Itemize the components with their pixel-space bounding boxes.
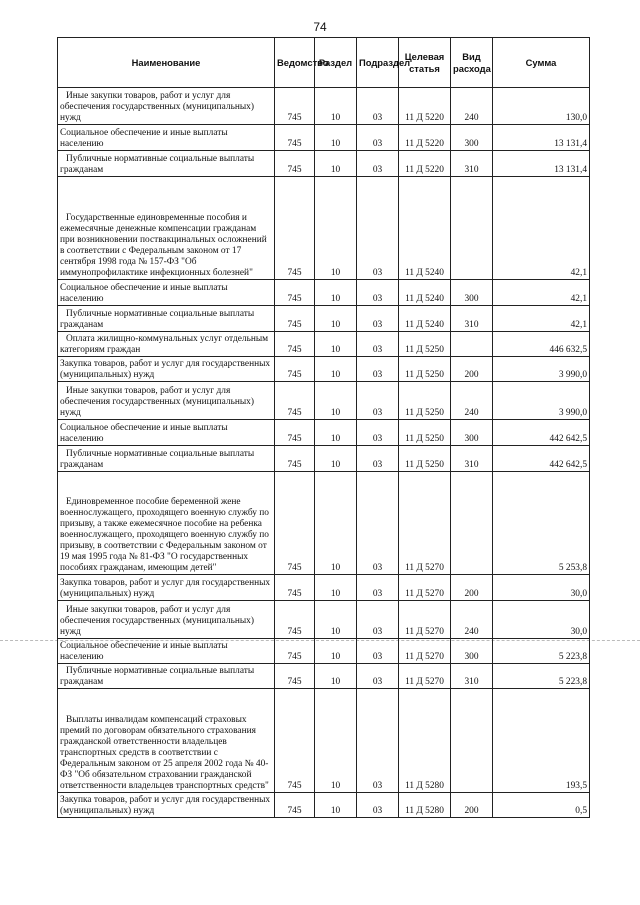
row-sum: 3 990,0 [493, 382, 590, 420]
row-expense-type: 240 [451, 601, 493, 639]
row-name: Иные закупки товаров, работ и услуг для обеспечения государственных (муниципальных) нужд [58, 382, 275, 420]
row-target: 11 Д 5270 [399, 472, 451, 575]
row-target: 11 Д 5240 [399, 306, 451, 332]
row-sum: 442 642,5 [493, 446, 590, 472]
row-dept: 745 [275, 575, 315, 601]
row-target: 11 Д 5250 [399, 420, 451, 446]
row-name: Социальное обеспечение и иные выплаты населению [58, 125, 275, 151]
row-target: 11 Д 5270 [399, 601, 451, 639]
table-row [58, 639, 590, 664]
row-section: 10 [315, 420, 357, 446]
row-target: 11 Д 5270 [399, 639, 451, 664]
row-name: Государственные единовременные пособия и ежемесячные денежные компенсации гражданам при возникновении поствакцинальных осложнений в соответствии с Федеральным законом от 17 сентября 1998 года № 157-ФЗ "Об иммунопрофилактике инфекционных болезней" [58, 177, 275, 280]
row-subsection: 03 [357, 639, 399, 664]
row-target: 11 Д 5220 [399, 88, 451, 125]
table-row [58, 125, 590, 151]
table-row [58, 664, 590, 689]
row-subsection: 03 [357, 420, 399, 446]
row-dept: 745 [275, 639, 315, 664]
table-row [58, 177, 590, 280]
row-section: 10 [315, 332, 357, 357]
row-subsection: 03 [357, 793, 399, 818]
row-sum: 13 131,4 [493, 151, 590, 177]
header-target: Целевая статья [399, 38, 451, 88]
row-name: Закупка товаров, работ и услуг для государственных (муниципальных) нужд [58, 357, 275, 382]
row-sum: 0,5 [493, 793, 590, 818]
row-subsection: 03 [357, 446, 399, 472]
row-expense-type [451, 177, 493, 280]
row-dept: 745 [275, 280, 315, 306]
row-section: 10 [315, 575, 357, 601]
page-number: 74 [313, 20, 327, 34]
table-row [58, 472, 590, 575]
row-name: Социальное обеспечение и иные выплаты населению [58, 280, 275, 306]
row-sum: 5 223,8 [493, 639, 590, 664]
row-sum: 13 131,4 [493, 125, 590, 151]
table-row [58, 357, 590, 382]
row-section: 10 [315, 280, 357, 306]
row-sum: 42,1 [493, 280, 590, 306]
row-target: 11 Д 5250 [399, 446, 451, 472]
row-section: 10 [315, 664, 357, 689]
row-section: 10 [315, 472, 357, 575]
table-row [58, 382, 590, 420]
row-name: Закупка товаров, работ и услуг для государственных (муниципальных) нужд [58, 793, 275, 818]
row-name: Оплата жилищно-коммунальных услуг отдельным категориям граждан [58, 332, 275, 357]
row-name: Социальное обеспечение и иные выплаты населению [58, 639, 275, 664]
row-subsection: 03 [357, 280, 399, 306]
row-sum: 42,1 [493, 177, 590, 280]
row-dept: 745 [275, 151, 315, 177]
row-dept: 745 [275, 357, 315, 382]
row-section: 10 [315, 446, 357, 472]
table-row [58, 280, 590, 306]
row-expense-type [451, 472, 493, 575]
header-expense-type: Вид расхода [451, 38, 493, 88]
row-sum: 3 990,0 [493, 357, 590, 382]
row-name: Выплаты инвалидам компенсаций страховых премий по договорам обязательного страхования гражданской ответственности владельцев транспортных средств в соответствии с Федеральным законом от 25 апреля 2002 года № 40-ФЗ "Об обязательном страховании гражданской ответственности владельцев транспортных средств" [58, 689, 275, 793]
row-name: Единовременное пособие беременной жене военнослужащего, проходящего военную службу по призыву, а также ежемесячное пособие на ребенка военнослужащего, проходящего военную службу по призыву, в соответствии с Федеральным законом от 19 мая 1995 года № 81-ФЗ "О государственных пособиях гражданам, имеющим детей" [58, 472, 275, 575]
row-sum: 442 642,5 [493, 420, 590, 446]
row-target: 11 Д 5270 [399, 575, 451, 601]
row-subsection: 03 [357, 664, 399, 689]
row-sum: 193,5 [493, 689, 590, 793]
header-department: Ведомство [275, 38, 315, 88]
budget-table [57, 37, 590, 818]
row-dept: 745 [275, 689, 315, 793]
table-row [58, 88, 590, 125]
row-dept: 745 [275, 601, 315, 639]
table-row [58, 601, 590, 639]
row-subsection: 03 [357, 88, 399, 125]
row-dept: 745 [275, 793, 315, 818]
row-section: 10 [315, 151, 357, 177]
table-row [58, 420, 590, 446]
row-expense-type: 240 [451, 88, 493, 125]
row-expense-type: 200 [451, 357, 493, 382]
row-subsection: 03 [357, 306, 399, 332]
row-subsection: 03 [357, 472, 399, 575]
row-sum: 5 253,8 [493, 472, 590, 575]
row-section: 10 [315, 125, 357, 151]
row-target: 11 Д 5280 [399, 793, 451, 818]
table-header-row [58, 38, 590, 88]
row-target: 11 Д 5240 [399, 177, 451, 280]
row-subsection: 03 [357, 601, 399, 639]
row-section: 10 [315, 306, 357, 332]
row-name: Публичные нормативные социальные выплаты гражданам [58, 664, 275, 689]
row-target: 11 Д 5270 [399, 664, 451, 689]
row-target: 11 Д 5250 [399, 332, 451, 357]
row-sum: 130,0 [493, 88, 590, 125]
row-subsection: 03 [357, 125, 399, 151]
row-subsection: 03 [357, 177, 399, 280]
row-dept: 745 [275, 125, 315, 151]
row-sum: 30,0 [493, 601, 590, 639]
row-target: 11 Д 5240 [399, 280, 451, 306]
table-row [58, 689, 590, 793]
row-target: 11 Д 5250 [399, 357, 451, 382]
row-dept: 745 [275, 446, 315, 472]
row-expense-type: 240 [451, 382, 493, 420]
header-section: Раздел [315, 38, 357, 88]
row-name: Публичные нормативные социальные выплаты гражданам [58, 306, 275, 332]
row-section: 10 [315, 357, 357, 382]
row-expense-type: 200 [451, 793, 493, 818]
row-dept: 745 [275, 306, 315, 332]
header-name: Наименование [58, 38, 275, 88]
row-dept: 745 [275, 88, 315, 125]
row-sum: 446 632,5 [493, 332, 590, 357]
row-section: 10 [315, 639, 357, 664]
row-target: 11 Д 5220 [399, 125, 451, 151]
table-row [58, 446, 590, 472]
header-sum: Сумма [493, 38, 590, 88]
row-sum: 42,1 [493, 306, 590, 332]
row-dept: 745 [275, 472, 315, 575]
row-expense-type: 300 [451, 420, 493, 446]
row-subsection: 03 [357, 689, 399, 793]
row-expense-type: 310 [451, 306, 493, 332]
row-dept: 745 [275, 664, 315, 689]
row-expense-type: 310 [451, 446, 493, 472]
header-subsection: Подраздел [357, 38, 399, 88]
row-name: Социальное обеспечение и иные выплаты населению [58, 420, 275, 446]
row-expense-type: 310 [451, 151, 493, 177]
row-dept: 745 [275, 177, 315, 280]
row-expense-type [451, 689, 493, 793]
row-sum: 30,0 [493, 575, 590, 601]
row-dept: 745 [275, 420, 315, 446]
row-expense-type [451, 332, 493, 357]
row-subsection: 03 [357, 575, 399, 601]
row-section: 10 [315, 793, 357, 818]
row-section: 10 [315, 88, 357, 125]
table-row [58, 151, 590, 177]
row-name: Закупка товаров, работ и услуг для государственных (муниципальных) нужд [58, 575, 275, 601]
row-target: 11 Д 5250 [399, 382, 451, 420]
row-expense-type: 300 [451, 280, 493, 306]
table-row [58, 575, 590, 601]
row-subsection: 03 [357, 357, 399, 382]
row-dept: 745 [275, 382, 315, 420]
row-sum: 5 223,8 [493, 664, 590, 689]
row-expense-type: 300 [451, 125, 493, 151]
row-section: 10 [315, 689, 357, 793]
row-dept: 745 [275, 332, 315, 357]
row-target: 11 Д 5280 [399, 689, 451, 793]
row-expense-type: 200 [451, 575, 493, 601]
table-row [58, 793, 590, 818]
row-subsection: 03 [357, 151, 399, 177]
row-name: Иные закупки товаров, работ и услуг для обеспечения государственных (муниципальных) нужд [58, 88, 275, 125]
table-row [58, 332, 590, 357]
row-section: 10 [315, 601, 357, 639]
row-name: Публичные нормативные социальные выплаты гражданам [58, 151, 275, 177]
row-subsection: 03 [357, 332, 399, 357]
row-expense-type: 300 [451, 639, 493, 664]
row-expense-type: 310 [451, 664, 493, 689]
row-name: Публичные нормативные социальные выплаты гражданам [58, 446, 275, 472]
row-section: 10 [315, 382, 357, 420]
table-row [58, 306, 590, 332]
row-target: 11 Д 5220 [399, 151, 451, 177]
row-subsection: 03 [357, 382, 399, 420]
row-name: Иные закупки товаров, работ и услуг для обеспечения государственных (муниципальных) нужд [58, 601, 275, 639]
row-section: 10 [315, 177, 357, 280]
